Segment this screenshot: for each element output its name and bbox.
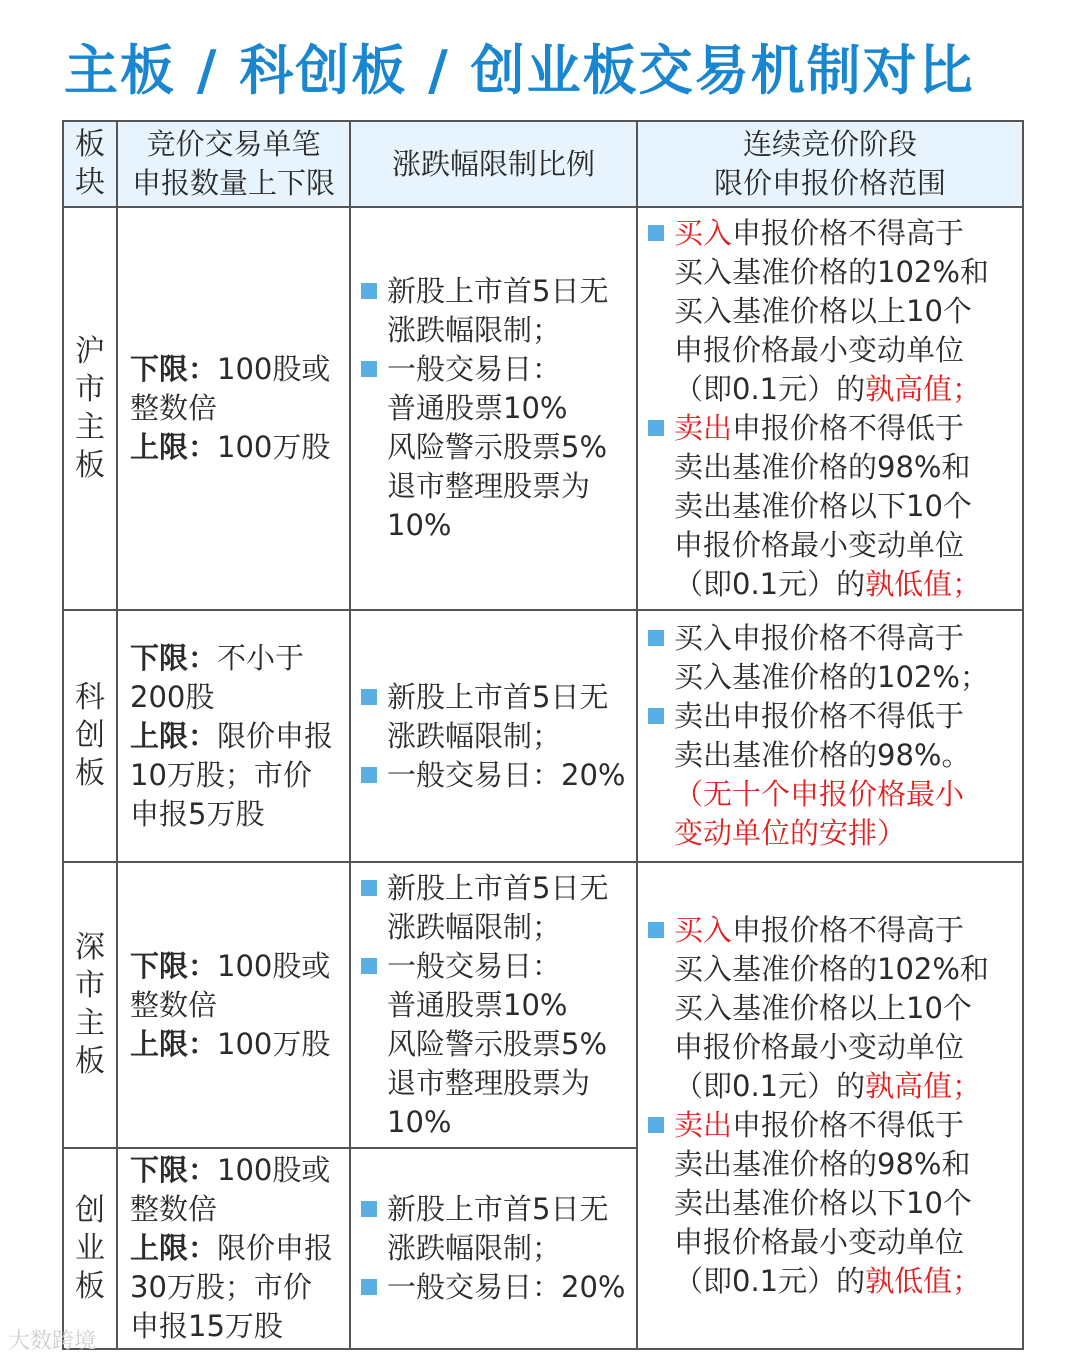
pct-cell: 新股上市首5日无 涨跌幅限制； 一般交易日：20% (350, 1148, 637, 1349)
pct-cell: 新股上市首5日无 涨跌幅限制； 一般交易日： 普通股票10% 风险警示股票5% 退市整理股票为 10% (350, 207, 637, 610)
header-row (63, 121, 1023, 207)
table-row (63, 610, 1023, 862)
limits-cell: 下限：100股或整数倍 上限：限价申报30万股；市价申报15万股 (117, 1148, 350, 1349)
bullet-icon (648, 225, 664, 241)
pct-cell: 新股上市首5日无 涨跌幅限制； 一般交易日：20% (350, 610, 637, 862)
star-note: （无十个申报价格最小 (674, 777, 965, 811)
limits-cell: 下限：100股或整数倍 上限：100万股 (117, 862, 350, 1148)
bullet-icon (648, 1117, 664, 1133)
header-range: 连续竞价阶段 限价申报价格范围 (637, 121, 1023, 207)
limits-cell: 下限：100股或整数倍 上限：100万股 (117, 207, 350, 610)
board-name: 科创板 (63, 610, 117, 862)
board-name: 沪市主板 (63, 207, 117, 610)
bullet-icon (361, 1279, 377, 1295)
bullet-icon (361, 1201, 377, 1217)
bullet-icon (361, 880, 377, 896)
bullet-icon (361, 283, 377, 299)
range-cell: 买入申报价格不得高于 买入基准价格的102%和 买入基准价格以上10个 申报价格最小变动单位 （即0.1元）的孰高值； 卖出申报价格不得低于 卖出基准价格的98%和 卖出基准价格以下10个 申报价格最小变动单位 （即0.1元）的孰低值； (637, 862, 1023, 1349)
bullet-icon (361, 689, 377, 705)
board-name: 深市主板 (63, 862, 117, 1148)
watermark: 大数跨境 (8, 1329, 97, 1354)
pct-cell: 新股上市首5日无 涨跌幅限制； 一般交易日： 普通股票10% 风险警示股票5% 退市整理股票为 10% (350, 862, 637, 1148)
bullet-icon (648, 922, 664, 938)
header-board: 板块 (63, 121, 117, 207)
bullet-icon (648, 420, 664, 436)
page-title: 主板 / 科创板 / 创业板交易机制对比 (64, 39, 975, 102)
comparison-table (62, 120, 1024, 1350)
bullet-icon (361, 958, 377, 974)
bullet-icon (648, 708, 664, 724)
range-cell: 买入申报价格不得高于 买入基准价格的102%和 买入基准价格以上10个 申报价格最小变动单位 （即0.1元）的孰高值； 卖出申报价格不得低于 卖出基准价格的98%和 卖出基准价格以下10个 申报价格最小变动单位 （即0.1元）的孰低值； (637, 207, 1023, 610)
board-name: 创业板 (63, 1148, 117, 1349)
bullet-icon (361, 361, 377, 377)
limits-cell: 下限：不小于200股 上限：限价申报10万股；市价申报5万股 (117, 610, 350, 862)
table-row (63, 862, 1023, 1148)
range-cell: 买入申报价格不得高于 买入基准价格的102%； 卖出申报价格不得低于 卖出基准价格的98%。 （无十个申报价格最小 变动单位的安排） (637, 610, 1023, 862)
table-row (63, 207, 1023, 610)
header-pct: 涨跌幅限制比例 (350, 121, 637, 207)
bullet-icon (648, 630, 664, 646)
bullet-icon (361, 767, 377, 783)
header-limits: 竞价交易单笔 申报数量上下限 (117, 121, 350, 207)
